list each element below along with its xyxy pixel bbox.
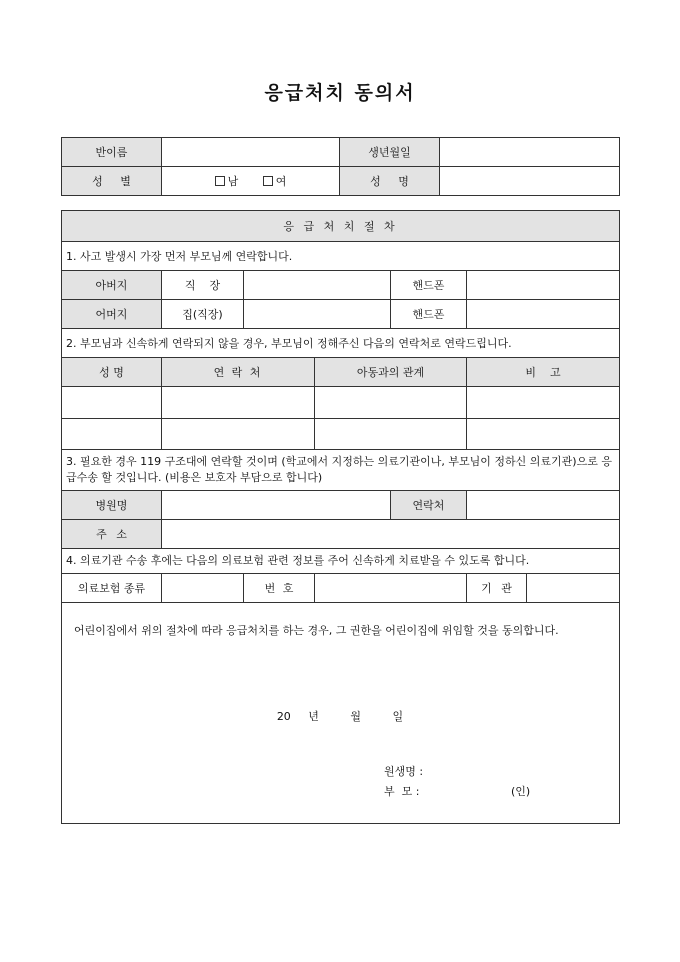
father-work-field[interactable]: [244, 271, 391, 300]
mother-label: 어머지: [62, 300, 162, 329]
address-field[interactable]: [162, 520, 620, 549]
birth-label: 생년월일: [340, 138, 440, 167]
father-cell-field[interactable]: [467, 271, 620, 300]
contact-row-1-relation[interactable]: [315, 387, 467, 419]
contact-row-1-name[interactable]: [62, 387, 162, 419]
consent-text: 어린이집에서 위의 절차에 따라 응급처치를 하는 경우, 그 권한을 어린이집에 위임할 것을 동의합니다.: [74, 624, 559, 637]
male-checkbox[interactable]: [215, 176, 225, 186]
date-day-label: 일: [392, 710, 404, 723]
female-label: 여: [275, 175, 287, 188]
parent-label: 부 모 :: [384, 785, 420, 798]
gender-label: 성 별: [62, 167, 162, 196]
class-name-field[interactable]: [162, 138, 340, 167]
contacts-header-note: 비 고: [467, 358, 620, 387]
contact-row-2-phone[interactable]: [162, 419, 315, 450]
hospital-contact-label: 연락처: [391, 491, 467, 520]
procedure-header: 응 급 처 치 절 차: [62, 211, 620, 242]
insurance-number-label: 번 호: [244, 574, 315, 603]
male-label: 남: [227, 175, 239, 188]
contact-row-1-note[interactable]: [467, 387, 620, 419]
hospital-field[interactable]: [162, 491, 391, 520]
mother-home-field[interactable]: [244, 300, 391, 329]
page-title: 응급처치 동의서: [264, 82, 416, 104]
consent-date: [62, 708, 618, 724]
step4-text: 4. 의료기관 수송 후에는 다음의 의료보험 관련 정보를 주어 신속하게 치료받을 수 있도록 합니다.: [62, 549, 620, 574]
name-label: 성 명: [340, 167, 440, 196]
step1-text: 1. 사고 발생시 가장 먼저 부모님께 연락합니다.: [62, 242, 620, 271]
insurance-type-field[interactable]: [162, 574, 244, 603]
step2-text: 2. 부모님과 신속하게 연락되지 않을 경우, 부모님이 정해주신 다음의 연락처로 연락드립니다.: [62, 329, 620, 358]
step3-text: 3. 필요한 경우 119 구조대에 연락할 것이며 (학교에서 지정하는 의료기관이나, 부모님이 정하신 의료기관)으로 응급수송 할 것입니다. (비용은 보호자 부담으로 합니다): [62, 450, 620, 491]
contacts-header-phone: 연 락 처: [162, 358, 315, 387]
seal-label: (인): [511, 785, 531, 798]
contact-row-2-relation[interactable]: [315, 419, 467, 450]
insurance-agency-label: 기 관: [467, 574, 527, 603]
student-label: 원생명 :: [384, 765, 424, 778]
father-label: 아버지: [62, 271, 162, 300]
hospital-contact-field[interactable]: [467, 491, 620, 520]
contacts-header-relation: 아동과의 관계: [315, 358, 467, 387]
contact-row-1-phone[interactable]: [162, 387, 315, 419]
procedure-table: [61, 210, 620, 824]
address-label: 주 소: [62, 520, 162, 549]
date-month-label: 월: [350, 710, 362, 723]
mother-home-label: 집(직장): [162, 300, 244, 329]
insurance-agency-field[interactable]: [527, 574, 620, 603]
consent-section: [62, 603, 620, 824]
father-cell-label: 핸드폰: [391, 271, 467, 300]
female-checkbox[interactable]: [263, 176, 273, 186]
contact-row-2-name[interactable]: [62, 419, 162, 450]
hospital-label: 병원명: [62, 491, 162, 520]
mother-cell-field[interactable]: [467, 300, 620, 329]
date-year: 20: [276, 710, 291, 723]
contacts-header-name: 성 명: [62, 358, 162, 387]
mother-cell-label: 핸드폰: [391, 300, 467, 329]
date-year-label: 년: [308, 710, 319, 723]
contact-row-2-note[interactable]: [467, 419, 620, 450]
birth-field[interactable]: [440, 138, 620, 167]
class-name-label: 반이름: [62, 138, 162, 167]
father-work-label: 직 장: [162, 271, 244, 300]
insurance-type-label: 의료보험 종류: [62, 574, 162, 603]
name-field[interactable]: [440, 167, 620, 196]
gender-options: [162, 167, 340, 196]
insurance-number-field[interactable]: [315, 574, 467, 603]
info-table: [61, 137, 620, 196]
